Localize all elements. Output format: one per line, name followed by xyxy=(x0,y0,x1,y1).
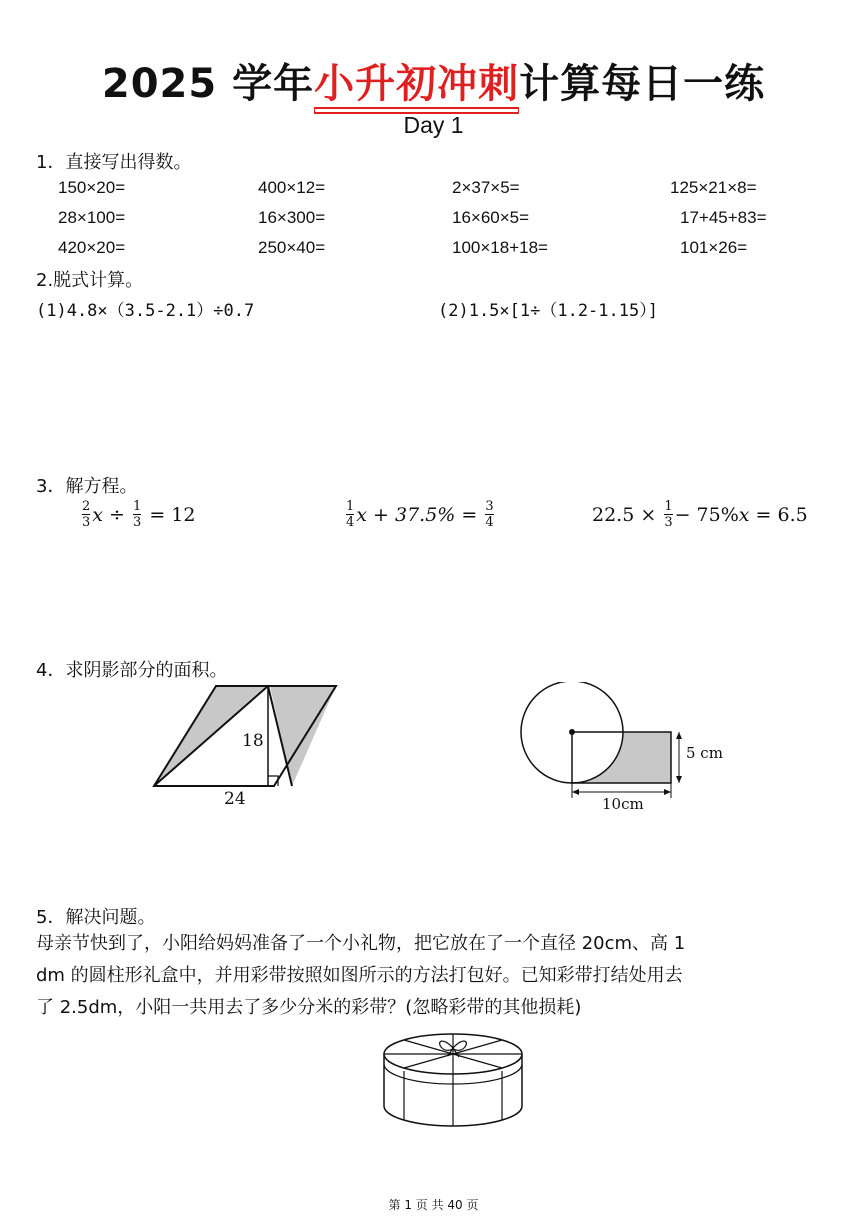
calc-item: 420×20= xyxy=(58,238,126,257)
problem-line: 母亲节快到了，小阳给妈妈准备了一个小礼物，把它放在了一个直径 20cm、高 1 xyxy=(36,933,686,954)
q4-heading: 4．求阴影部分的面积。 xyxy=(36,660,228,681)
problem-line: dm 的圆柱形礼盒中，并用彩带按照如图所示的方法打包好。已知彩带打结处用去 xyxy=(36,965,683,986)
problem-line: 了 2.5dm，小阳一共用去了多少分米的彩带？(忽略彩带的其他损耗) xyxy=(36,997,582,1018)
fraction: $\frac{2}{3}$ xyxy=(82,499,91,530)
page-subtitle: Day 1 xyxy=(403,112,464,138)
rect-height-label: 5 cm xyxy=(686,744,723,762)
q2-heading: 2.脱式计算。 xyxy=(36,270,144,291)
gift-box-figure xyxy=(380,1024,526,1130)
calc-item: 400×12= xyxy=(258,178,326,197)
equation-2: $\frac{1}{4}$ x + 37.5% = $\frac{3}{4}$ xyxy=(346,499,494,530)
base-label: 24 xyxy=(224,789,246,809)
title-suffix: 计算每日一练 xyxy=(519,61,766,107)
fraction: $\frac{1}{3}$ xyxy=(664,499,673,530)
calc-item: 125×21×8= xyxy=(670,178,757,197)
calc-item: 150×20= xyxy=(58,178,126,197)
title-highlight: 小升初冲刺 xyxy=(314,61,520,107)
title-prefix: 2025 学年 xyxy=(101,61,315,107)
calc-item: 101×26= xyxy=(680,238,748,257)
q2-item-1: (1)4.8×（3.5-2.1）÷0.7 xyxy=(36,301,255,321)
fraction: $\frac{1}{3}$ xyxy=(133,499,142,530)
calc-item: 100×18+18= xyxy=(452,238,548,257)
calc-item: 16×300= xyxy=(258,208,326,227)
q1-heading: 1．直接写出得数。 xyxy=(36,152,192,173)
calc-item: 17+45+83= xyxy=(680,208,767,227)
q2-item-2: (2)1.5×[1÷（1.2-1.15）] xyxy=(438,301,658,321)
calc-item: 2×37×5= xyxy=(452,178,520,197)
calc-item: 28×100= xyxy=(58,208,126,227)
page-title xyxy=(0,52,867,109)
calc-item: 16×60×5= xyxy=(452,208,530,227)
calc-item: 250×40= xyxy=(258,238,326,257)
q5-heading: 5．解决问题。 xyxy=(36,907,156,928)
shaded-region xyxy=(572,732,671,783)
fraction: $\frac{3}{4}$ xyxy=(485,499,494,530)
rect-width-label: 10cm xyxy=(602,795,644,813)
equation-3: 22.5 × $\frac{1}{3}$ − 75% x = 6.5 xyxy=(592,499,808,530)
fraction: $\frac{1}{4}$ xyxy=(346,499,355,530)
equation-1: $\frac{2}{3}$ x ÷ $\frac{1}{3}$ = 12 xyxy=(82,499,196,530)
q3-heading: 3．解方程。 xyxy=(36,476,138,497)
page-footer: 第 1 页 共 40 页 xyxy=(388,1198,479,1212)
height-label: 18 xyxy=(242,731,264,751)
